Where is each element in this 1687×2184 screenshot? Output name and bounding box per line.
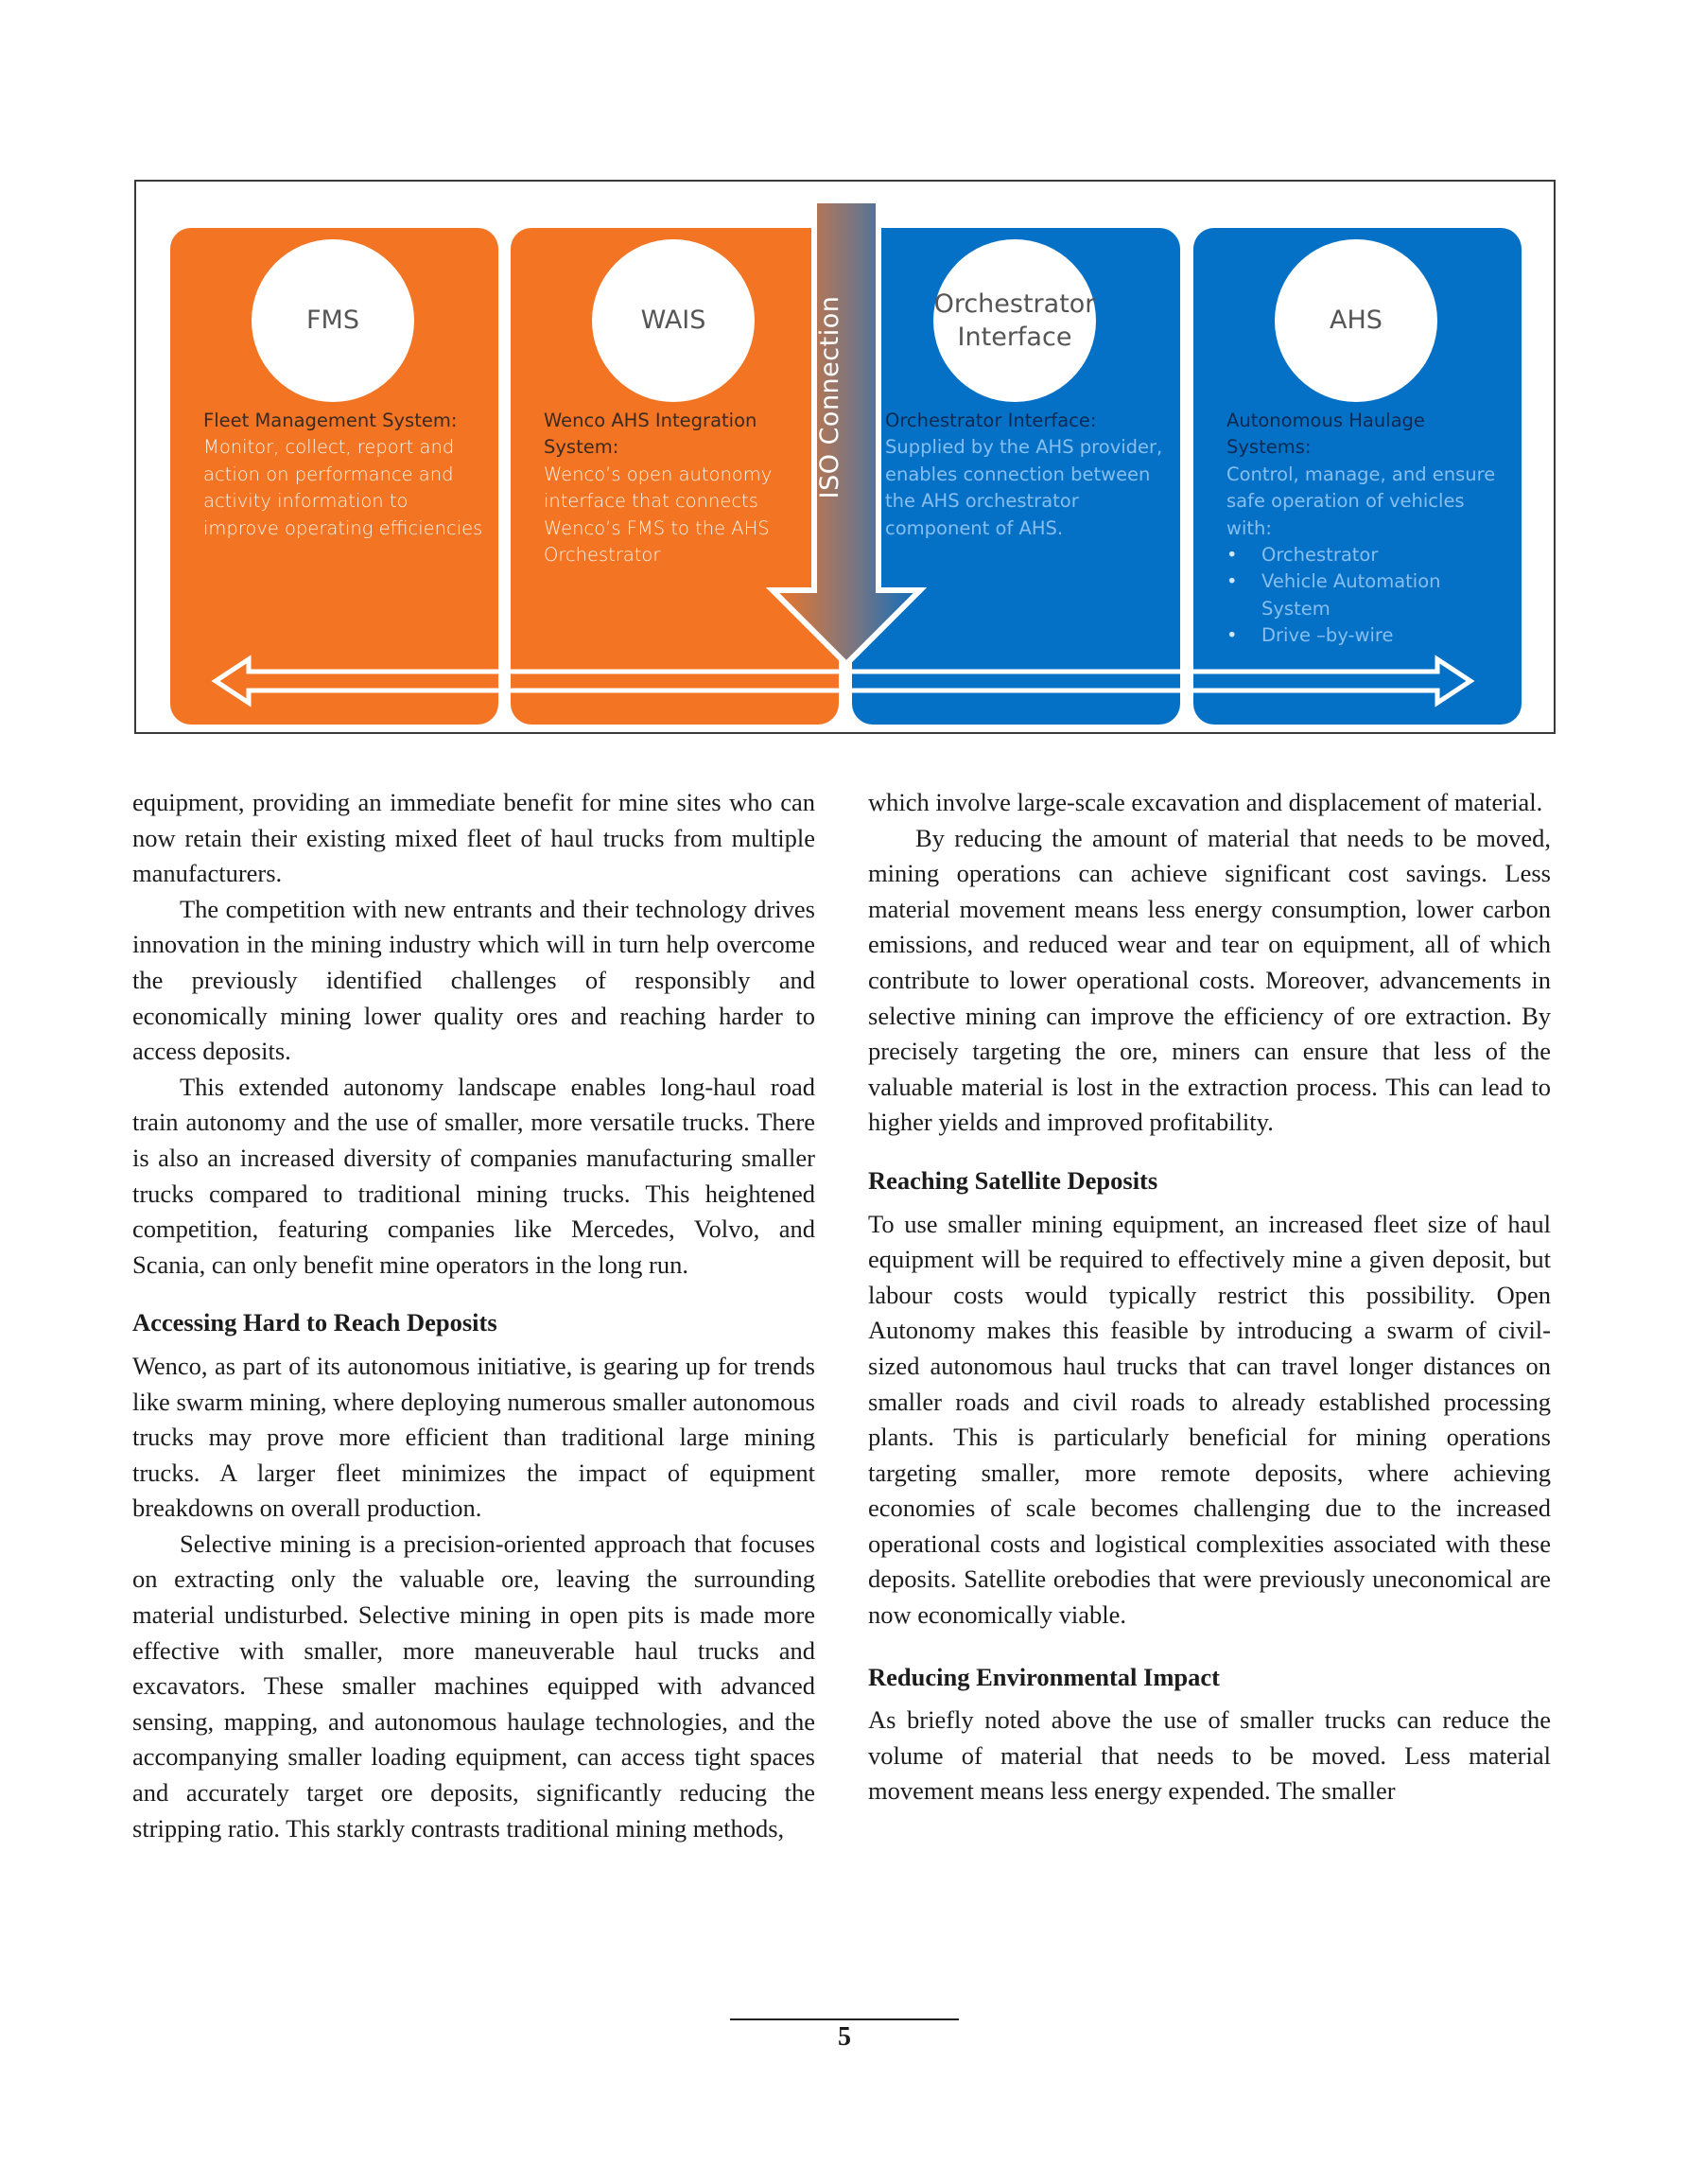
paragraph: Wenco, as part of its autonomous initiative, is gearing up for trends like swarm mining, where deploying numerous smaller autonomous trucks may prove more efficient than traditional large mining trucks. A larger fleet minimizes the impact of equipment breakdowns on overall production. <box>132 1351 815 1523</box>
wais-description: Wenco’s open autonomy interface that connects Wenco’s FMS to the AHS Orchestrator <box>544 463 773 567</box>
paragraph: Selective mining is a precision-oriented approach that focuses on extracting only the valuable ore, leaving the surrounding material undisturbed. Selective mining in open pits is made more effective with smaller, more maneuverable haul trucks and excavators. These smaller machines equipped with advanced sensing, mapping, and autonomous haulage technologies, and the accompanying smaller loading equipment, can access tight spaces and accurately target ore deposits, significantly reducing the stripping ratio. This starkly contrasts traditional mining methods, <box>132 1529 815 1843</box>
paragraph: By reducing the amount of material that needs to be moved, mining operations can achieve significant cost savings. Less material movement means less energy consumption, lower carbon emissions, and reduced wear and tear on equipment, all of which contribute to lower operational costs. Moreover, advancements in selective mining can improve the efficiency of ore extraction. By precisely targeting the ore, miners can ensure that less of the valuable material is lost in the extraction process. This can lead to higher yields and improved profitability. <box>868 823 1551 1137</box>
ahs-bullet-item: • Drive –by-wire <box>1226 622 1510 649</box>
orchestrator-circle-line-1: Orchestrator <box>933 288 1096 319</box>
ahs-description: Control, manage, and ensure safe operation of vehicles with: <box>1226 463 1496 539</box>
section-heading: Reducing Environmental Impact <box>868 1662 1221 1691</box>
wais-circle-label: WAIS <box>640 306 706 336</box>
ahs-circle-label: AHS <box>1330 306 1383 336</box>
orchestrator-circle-line-2: Interface <box>957 323 1072 352</box>
autonomy-architecture-diagram <box>134 180 1556 734</box>
section-heading: Reaching Satellite Deposits <box>868 1165 1158 1195</box>
left-text-column <box>132 785 815 1846</box>
right-text-column <box>868 785 1551 1809</box>
data-flow-double-arrow <box>216 659 1470 703</box>
ahs-heading: Autonomous Haulage Systems: <box>1226 410 1425 459</box>
fms-circle-label: FMS <box>306 306 359 336</box>
ahs-bullet-item: • Orchestrator <box>1226 542 1510 568</box>
fms-description: Monitor, collect, report and action on performance and activity information to improve operating efficiencies <box>203 436 483 539</box>
paragraph: The competition with new entrants and their technology drives innovation in the mining industry which will in turn help overcome the previously identified challenges of responsibly and economically mining lower quality ores and reaching harder to access deposits. <box>132 894 815 1066</box>
footer-rule <box>730 2018 959 2020</box>
paragraph: which involve large-scale excavation and displacement of material. <box>868 788 1543 816</box>
paragraph: As briefly noted above the use of smaller trucks can reduce the volume of material that needs to be moved. Less material movement means less energy expended. The smaller <box>868 1705 1551 1806</box>
paragraph: This extended autonomy landscape enables long-haul road train autonomy and the use of smaller, more versatile trucks. There is also an increased diversity of companies manufacturing smaller trucks compared to traditional mining trucks. This heightened competition, featuring companies like Mercedes, Volvo, and Scania, can only benefit mine operators in the long run. <box>132 1072 815 1279</box>
wais-heading: Wenco AHS Integration System: <box>544 410 757 459</box>
orchestrator-description: Supplied by the AHS provider, enables connection between the AHS orchestrator component of AHS. <box>885 436 1163 539</box>
section-heading: Accessing Hard to Reach Deposits <box>132 1308 497 1337</box>
ahs-bullet-item: • Vehicle Automation System <box>1226 568 1510 622</box>
orchestrator-heading: Orchestrator Interface: <box>885 410 1097 431</box>
paragraph: equipment, providing an immediate benefit for mine sites who can now retain their existing mixed fleet of haul trucks from multiple manufacturers. <box>132 788 815 888</box>
paragraph: To use smaller mining equipment, an increased fleet size of haul equipment will be required to effectively mine a given deposit, but labour costs would typically restrict this possibility. Open Autonomy makes this feasible by introducing a swarm of civil-sized autonomous haul trucks that can travel longer distances on smaller roads and civil roads to already established processing plants. This is particularly beneficial for mining operations targeting smaller, more remote deposits, where achieving economies of scale becomes challenging due to the increased operational costs and logistical complexities associated with these deposits. Satellite orebodies that were previously uneconomical are now economically viable. <box>868 1209 1551 1630</box>
iso-connection-label: ISO Connection <box>815 295 844 499</box>
fms-heading: Fleet Management System: <box>203 410 458 431</box>
page-number: 5 <box>838 2022 851 2052</box>
